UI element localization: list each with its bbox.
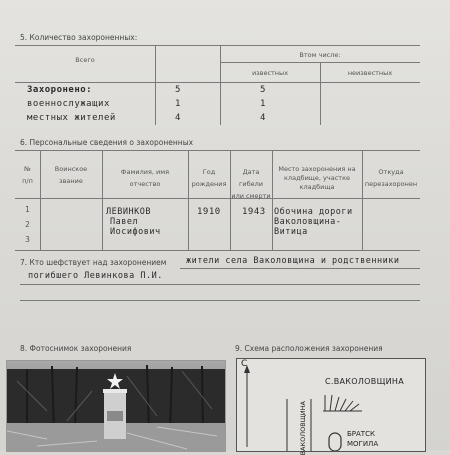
patron-underline-3: [20, 300, 420, 301]
section-6-title: 6. Персональные сведения о захороненных: [20, 138, 194, 147]
header-year: Год рождения: [191, 168, 227, 188]
row-soldiers-known: 1: [260, 99, 266, 109]
header-from: Откуда перезахоронен: [364, 168, 418, 188]
scheme-drawing: [237, 359, 425, 451]
header-rank: Воинское звание: [54, 165, 88, 185]
header-death: Дата гибели или смерти: [231, 168, 271, 200]
table5-divider-1: [155, 45, 156, 125]
table6-divider-2: [102, 150, 103, 250]
patron-underline-2: [20, 284, 420, 285]
location-scheme: [236, 358, 426, 455]
header-name: Фамилия, имя отчество: [120, 168, 170, 188]
section-7-label: 7. Кто шефствует над захоронением: [20, 258, 167, 267]
patron-line-1: жители села Ваколовщина и родственники: [186, 256, 400, 266]
person-death-year: 1943: [242, 207, 266, 217]
person-burial-place: Обочина дороги Ваколовщина- Витица: [274, 207, 353, 237]
row-soldiers-total: 1: [175, 99, 181, 109]
photo-image: [7, 361, 225, 451]
col-including-header: Втом числе:: [299, 51, 341, 59]
row-buried-known: 5: [260, 85, 266, 95]
table6-divider-6: [362, 150, 363, 250]
header-place: Место захоронения на кладбище, участке кладбища: [278, 165, 356, 191]
row-num-3: 3: [25, 235, 30, 244]
header-num: № п/п: [22, 165, 33, 185]
patron-line-2: погибшего Левинкова П.И.: [28, 271, 163, 281]
row-soldiers-label: военнослужащих: [27, 99, 110, 109]
section-8-label: 8. Фотоснимок захоронения: [20, 344, 132, 353]
grave-label: БРАТСК МОГИЛА: [347, 430, 379, 448]
row-locals-label: местных жителей: [27, 113, 116, 123]
row-num-2: 2: [25, 220, 30, 229]
row-locals-total: 4: [175, 113, 181, 123]
table6-divider-3: [188, 150, 189, 250]
row-num-1: 1: [25, 205, 30, 214]
section-9-label: 9. Схема расположения захоронения: [235, 344, 383, 353]
table6-top-border: [15, 150, 420, 151]
person-birth-year: 1910: [197, 207, 221, 217]
patron-underline-1: [180, 268, 420, 269]
col-unknown-header: неизвестных: [347, 69, 393, 77]
table5-header-bottom: [15, 82, 420, 83]
table5-top-border: [15, 45, 420, 46]
village-label: С.ВАКОЛОВЩИНА: [325, 377, 404, 386]
north-marker: С: [241, 359, 248, 369]
row-buried-total: 5: [175, 85, 181, 95]
table6-bottom-border: [15, 250, 420, 251]
burial-photo: [6, 360, 226, 452]
row-buried-label: Захоронено:: [27, 85, 93, 95]
col-known-header: известных: [251, 69, 289, 77]
person-name: ЛЕВИНКОВ Павел Иосифович: [106, 207, 161, 237]
row-locals-known: 4: [260, 113, 266, 123]
col-total-header: Всего: [75, 56, 95, 64]
section-5-title: 5. Количество захороненных:: [20, 33, 138, 42]
table6-header-bottom: [15, 198, 420, 199]
road-label: ВАКОЛОВЩИНА: [299, 401, 307, 455]
